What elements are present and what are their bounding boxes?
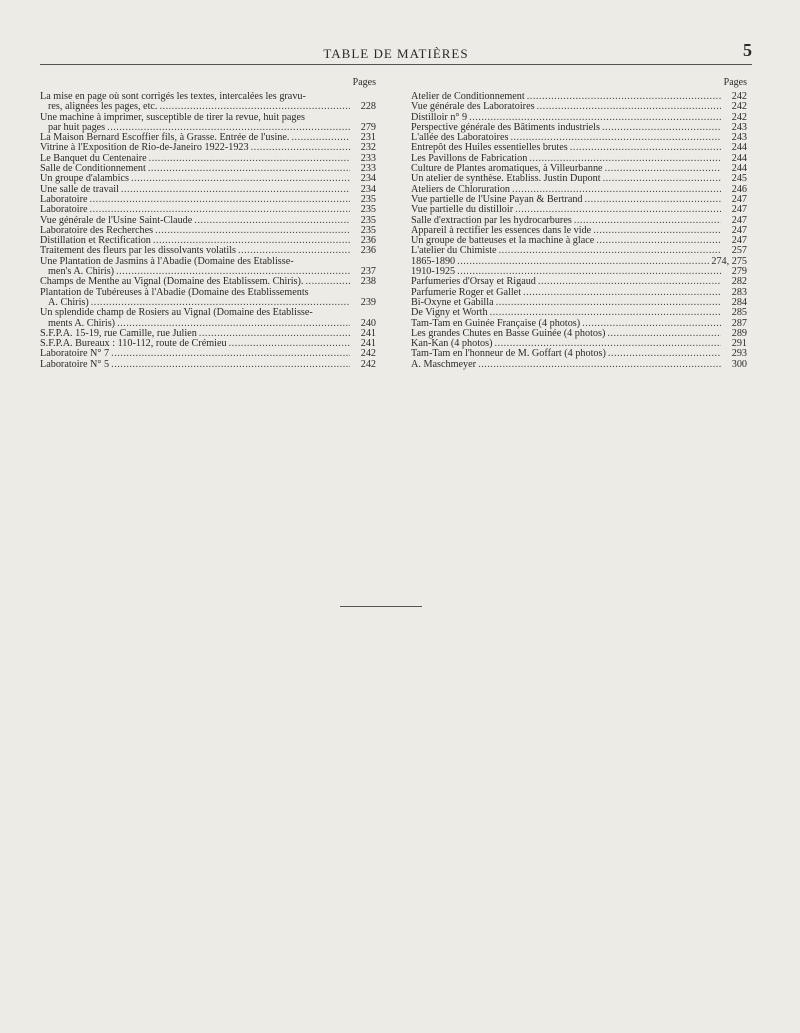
leader-dots <box>490 308 721 318</box>
toc-entry-page: 238 <box>360 276 376 288</box>
toc-entry-title: res, alignées les pages, etc. <box>48 101 158 113</box>
toc-entry-title: Vue générale des Laboratoires <box>411 101 535 113</box>
toc-entry-page: 240 <box>360 317 376 329</box>
leader-dots <box>605 164 721 174</box>
toc-entry-title: Atelier de Conditionnement <box>411 91 525 102</box>
toc-entry-title: Perspective générale des Bâtiments industriels <box>411 121 600 133</box>
leader-dots <box>602 123 721 133</box>
toc-entry-page: 279 <box>731 266 747 278</box>
toc-entry-title: Une machine à imprimer, susceptible de tirer la revue, huit pages <box>40 111 305 123</box>
toc-entry-page: 242 <box>731 101 747 113</box>
toc-entry-title: Une Plantation de Jasmins à l'Abadie (Domaine des Etablisse- <box>40 255 294 267</box>
toc-entry-page: 242 <box>360 348 376 360</box>
toc-entry-title: Tam-Tam en l'honneur de M. Goffart (4 photos) <box>411 348 606 360</box>
toc-entry <box>40 257 376 278</box>
leader-dots <box>305 277 350 287</box>
toc-entry-page: 247 <box>731 204 747 216</box>
toc-entry-page: 235 <box>360 204 376 216</box>
toc-entry-title: Un splendide champ de Rosiers au Vignal (Domaine des Etablisse- <box>40 307 313 319</box>
leader-dots <box>523 288 721 298</box>
toc-entry-page: 233 <box>360 163 376 175</box>
toc-entry-title: 1865-1890 <box>411 255 456 267</box>
toc-right-column <box>411 76 747 370</box>
toc-entry-page: 246 <box>731 183 747 195</box>
leader-dots <box>499 246 721 256</box>
toc-entry-title: La Maison Bernard Escoffier fils, à Grasse. Entrée de l'usine. <box>40 132 290 144</box>
toc-entry-title: Un groupe d'alambics <box>40 173 129 185</box>
page-number: 5 <box>743 40 752 60</box>
toc-entry-title: Bi-Oxyne et Gabilla <box>411 296 494 308</box>
header-rule <box>40 64 752 65</box>
leader-dots <box>90 195 350 205</box>
toc-entry-page: 291 <box>731 338 747 350</box>
toc-entry-title: Laboratoire N° 7 <box>40 348 110 360</box>
toc-entry-title: Laboratoire <box>40 193 88 205</box>
toc-entry-title: Laboratoire des Recherches <box>40 224 154 236</box>
toc-entry-page: 242 <box>731 111 747 123</box>
toc-entry-page: 228 <box>360 101 376 113</box>
leader-dots <box>570 143 721 153</box>
toc-entry-page: 300 <box>731 358 747 370</box>
toc-entry-page: 241 <box>360 338 376 350</box>
leader-dots <box>496 298 721 308</box>
toc-entry <box>40 92 376 113</box>
toc-entry-page: 274, 275 <box>711 255 747 267</box>
toc-entry-page: 293 <box>731 348 747 360</box>
pages-column-label: Pages <box>723 77 747 88</box>
leader-dots <box>155 226 350 236</box>
toc-entry-title: Ateliers de Chloruration <box>411 183 511 195</box>
toc-entry-title: S.F.P.A. 15-19, rue Camille, rue Julien <box>40 327 197 339</box>
toc-entry-page: 243 <box>731 132 747 144</box>
toc-entry-page: 235 <box>360 193 376 205</box>
leader-dots <box>596 236 721 246</box>
toc-entry-page: 242 <box>360 358 376 370</box>
toc-entry <box>40 308 376 329</box>
toc-entry-title: Tam-Tam en Guinée Française (4 photos) <box>411 317 581 329</box>
toc-entry-title: Le Banquet du Centenaire <box>40 152 147 164</box>
toc-entry-page: 257 <box>731 245 747 257</box>
toc-entry-title: Parfumeries d'Orsay et Rigaud <box>411 276 536 288</box>
toc-entry-title: L'atelier du Chimiste <box>411 245 497 257</box>
leader-dots <box>111 360 350 370</box>
toc-entry-title: Vue partielle du distilloir <box>411 204 514 216</box>
toc-entry-title: 1910-1925 <box>411 266 456 278</box>
toc-entry-page: 235 <box>360 214 376 226</box>
toc-entry-title: Un atelier de synthèse. Etabliss. Justin Dupont <box>411 173 601 185</box>
toc-entry-title: Salle d'extraction par les hydrocarbures <box>411 214 572 226</box>
toc-entry-page: 233 <box>360 152 376 164</box>
toc-entry-page: 239 <box>360 296 376 308</box>
leader-dots <box>608 349 721 359</box>
toc-entry-title: Traitement des fleurs par les dissolvants volatils <box>40 245 236 257</box>
toc-entry <box>40 195 376 205</box>
toc-entry <box>40 113 376 134</box>
toc-entry-page: 285 <box>731 307 747 319</box>
toc-entry-page: 283 <box>731 286 747 298</box>
page-title: TABLE DE MATIÈRES <box>323 46 469 61</box>
toc-entry-title: Culture de Plantes aromatiques, à Villeurbanne <box>411 163 603 175</box>
leader-dots <box>149 154 350 164</box>
leader-dots <box>603 174 721 184</box>
leader-dots <box>593 226 721 236</box>
leader-dots <box>121 185 350 195</box>
leader-dots <box>585 195 721 205</box>
toc-entry <box>411 308 747 318</box>
toc-entry-page: 289 <box>731 327 747 339</box>
toc-entry-title: Un groupe de batteuses et la machine à glace <box>411 235 595 247</box>
toc-entry-page: 284 <box>731 296 747 308</box>
toc-entry-page: 234 <box>360 183 376 195</box>
toc-entry-title: Laboratoire <box>40 204 88 216</box>
toc-list-right <box>411 92 747 370</box>
toc-entry-title: par huit pages <box>48 121 106 133</box>
toc-entry-title: Champs de Menthe au Vignal (Domaine des Etablissem. Chiris). <box>40 276 304 288</box>
pages-column-label: Pages <box>352 77 376 88</box>
toc-entry-page: 247 <box>731 214 747 226</box>
toc-entry-page: 241 <box>360 327 376 339</box>
toc-entry-title: Distilloir n° 9 <box>411 111 468 123</box>
leader-dots <box>527 92 721 102</box>
leader-dots <box>607 329 721 339</box>
toc-entry-title: Distillation et Rectification <box>40 235 151 247</box>
toc-entry <box>40 360 376 370</box>
toc-list-left <box>40 92 376 370</box>
toc-entry <box>411 246 747 256</box>
toc-entry-page: 237 <box>360 266 376 278</box>
toc-entry-page: 282 <box>731 276 747 288</box>
leader-dots <box>538 277 721 287</box>
toc-entry-title: S.F.P.A. Bureaux : 110-112, route de Crémieu <box>40 338 227 350</box>
leader-dots <box>251 143 350 153</box>
toc-entry-title: La mise en page où sont corrigés les textes, intercalées les gravu- <box>40 91 306 102</box>
toc-entry-title: Laboratoire N° 5 <box>40 358 110 370</box>
leader-dots <box>229 339 350 349</box>
toc-entry-title: De Vigny et Worth <box>411 307 488 319</box>
toc-entry-page: 244 <box>731 152 747 164</box>
toc-left-column <box>40 76 376 370</box>
toc-entry-page: 232 <box>360 142 376 154</box>
leader-dots <box>457 257 709 267</box>
toc-entry-title: Plantation de Tubéreuses à l'Abadie (Domaine des Etablissements <box>40 286 309 298</box>
toc-entry-title: ments A. Chiris) <box>48 317 116 329</box>
toc-entry-page: 244 <box>731 163 747 175</box>
toc-entry-page: 236 <box>360 245 376 257</box>
toc-entry-page: 236 <box>360 235 376 247</box>
toc-entry-title: Les grandes Chutes en Basse Guinée (4 photos) <box>411 327 606 339</box>
toc-entry-page: 242 <box>731 91 747 102</box>
toc-entry-page: 245 <box>731 173 747 185</box>
leader-dots <box>478 360 721 370</box>
toc-entry-title: Appareil à rectifier les essences dans le vide <box>411 224 592 236</box>
toc-entry-title: men's A. Chiris) <box>48 266 115 278</box>
toc-entry-title: Une salle de travail <box>40 183 119 195</box>
toc-entry-page: 244 <box>731 142 747 154</box>
toc-entry <box>40 185 376 195</box>
toc-entry-title: A. Maschmeyer <box>411 358 477 370</box>
leader-dots <box>131 174 350 184</box>
toc-entry-page: 247 <box>731 224 747 236</box>
toc-entry-title: Vitrine à l'Exposition de Rio-de-Janeiro 1922-1923 <box>40 142 249 154</box>
leader-dots <box>148 164 350 174</box>
toc-entry-page: 247 <box>731 235 747 247</box>
toc-entry-title: Kan-Kan (4 photos) <box>411 338 493 350</box>
page-header <box>40 40 752 64</box>
toc-entry-page: 231 <box>360 132 376 144</box>
leader-dots <box>574 216 721 226</box>
toc-entry-page: 243 <box>731 121 747 133</box>
toc-entry-page: 247 <box>731 193 747 205</box>
toc-entry-title: Salle de Conditionnement <box>40 163 146 175</box>
toc-entry <box>40 288 376 309</box>
leader-dots <box>537 102 721 112</box>
toc-entry-title: Vue partielle de l'Usine Payan & Bertrand <box>411 193 583 205</box>
toc-entry-page: 234 <box>360 173 376 185</box>
toc-entry-page: 235 <box>360 224 376 236</box>
toc-entry <box>411 360 747 370</box>
toc-entry-title: Entrepôt des Huiles essentielles brutes <box>411 142 568 154</box>
toc-entry-page: 279 <box>360 121 376 133</box>
toc-entry-title: Les Pavillons de Fabrication <box>411 152 528 164</box>
toc-entry-title: Parfumerie Roger et Gallet <box>411 286 522 298</box>
toc-entry <box>411 257 747 267</box>
toc-entry-title: Vue générale de l'Usine Saint-Claude <box>40 214 193 226</box>
toc-entry-title: A. Chiris) <box>48 296 89 308</box>
leader-dots <box>291 133 350 143</box>
toc-entry-title: L'allée des Laboratoires <box>411 132 509 144</box>
section-divider <box>340 606 422 607</box>
leader-dots <box>111 349 350 359</box>
leader-dots <box>194 216 350 226</box>
toc-entry-page: 287 <box>731 317 747 329</box>
